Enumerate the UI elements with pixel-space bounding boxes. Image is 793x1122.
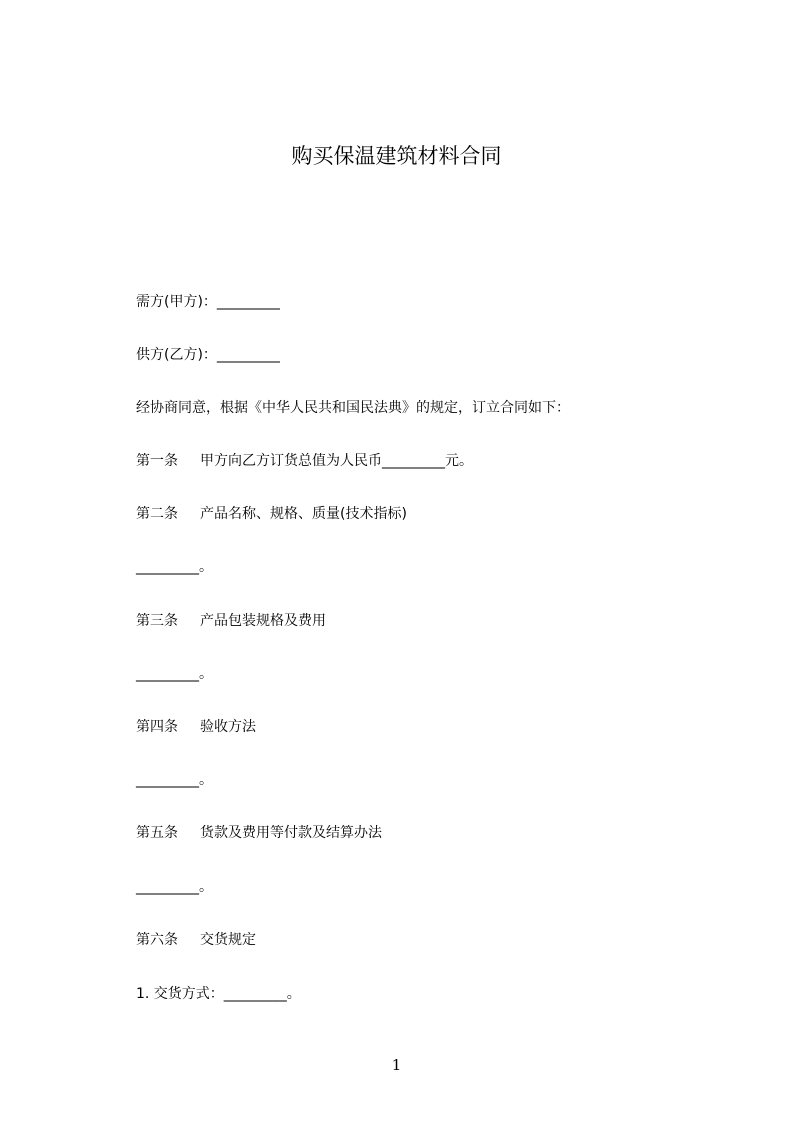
preamble: 经协商同意，根据《中华人民共和国民法典》的规定，订立合同如下： [136,400,570,416]
page-number: 1 [391,1056,402,1074]
article-1 [136,451,473,471]
document-title: 购买保温建筑材料合同 [291,144,502,168]
article-5 [136,823,382,843]
article-6-number: 第六条 [136,932,178,948]
party-b-line: 供方(乙方)：_________ [136,347,280,363]
article-1-text: 甲方向乙方订货总值为人民币_________元。 [200,453,473,469]
article-2-blank: _________。 [136,559,213,575]
article-3 [136,611,326,631]
article-4-text: 验收方法 [200,719,256,735]
article-4 [136,717,256,737]
party-a-line: 需方(甲方)：_________ [136,294,280,310]
delivery-method-item: 1. 交货方式：_________。 [136,986,301,1002]
article-2 [136,504,407,524]
article-3-blank: _________。 [136,666,213,682]
article-1-number: 第一条 [136,453,178,469]
article-4-number: 第四条 [136,719,178,735]
article-6 [136,930,256,950]
article-5-text: 货款及费用等付款及结算办法 [200,825,382,841]
article-5-number: 第五条 [136,825,178,841]
article-3-number: 第三条 [136,613,178,629]
article-6-text: 交货规定 [200,932,256,948]
article-3-text: 产品包装规格及费用 [200,613,326,629]
article-5-blank: _________。 [136,879,213,895]
article-4-blank: _________。 [136,772,213,788]
article-2-text: 产品名称、规格、质量(技术指标) [200,506,407,522]
article-2-number: 第二条 [136,506,178,522]
